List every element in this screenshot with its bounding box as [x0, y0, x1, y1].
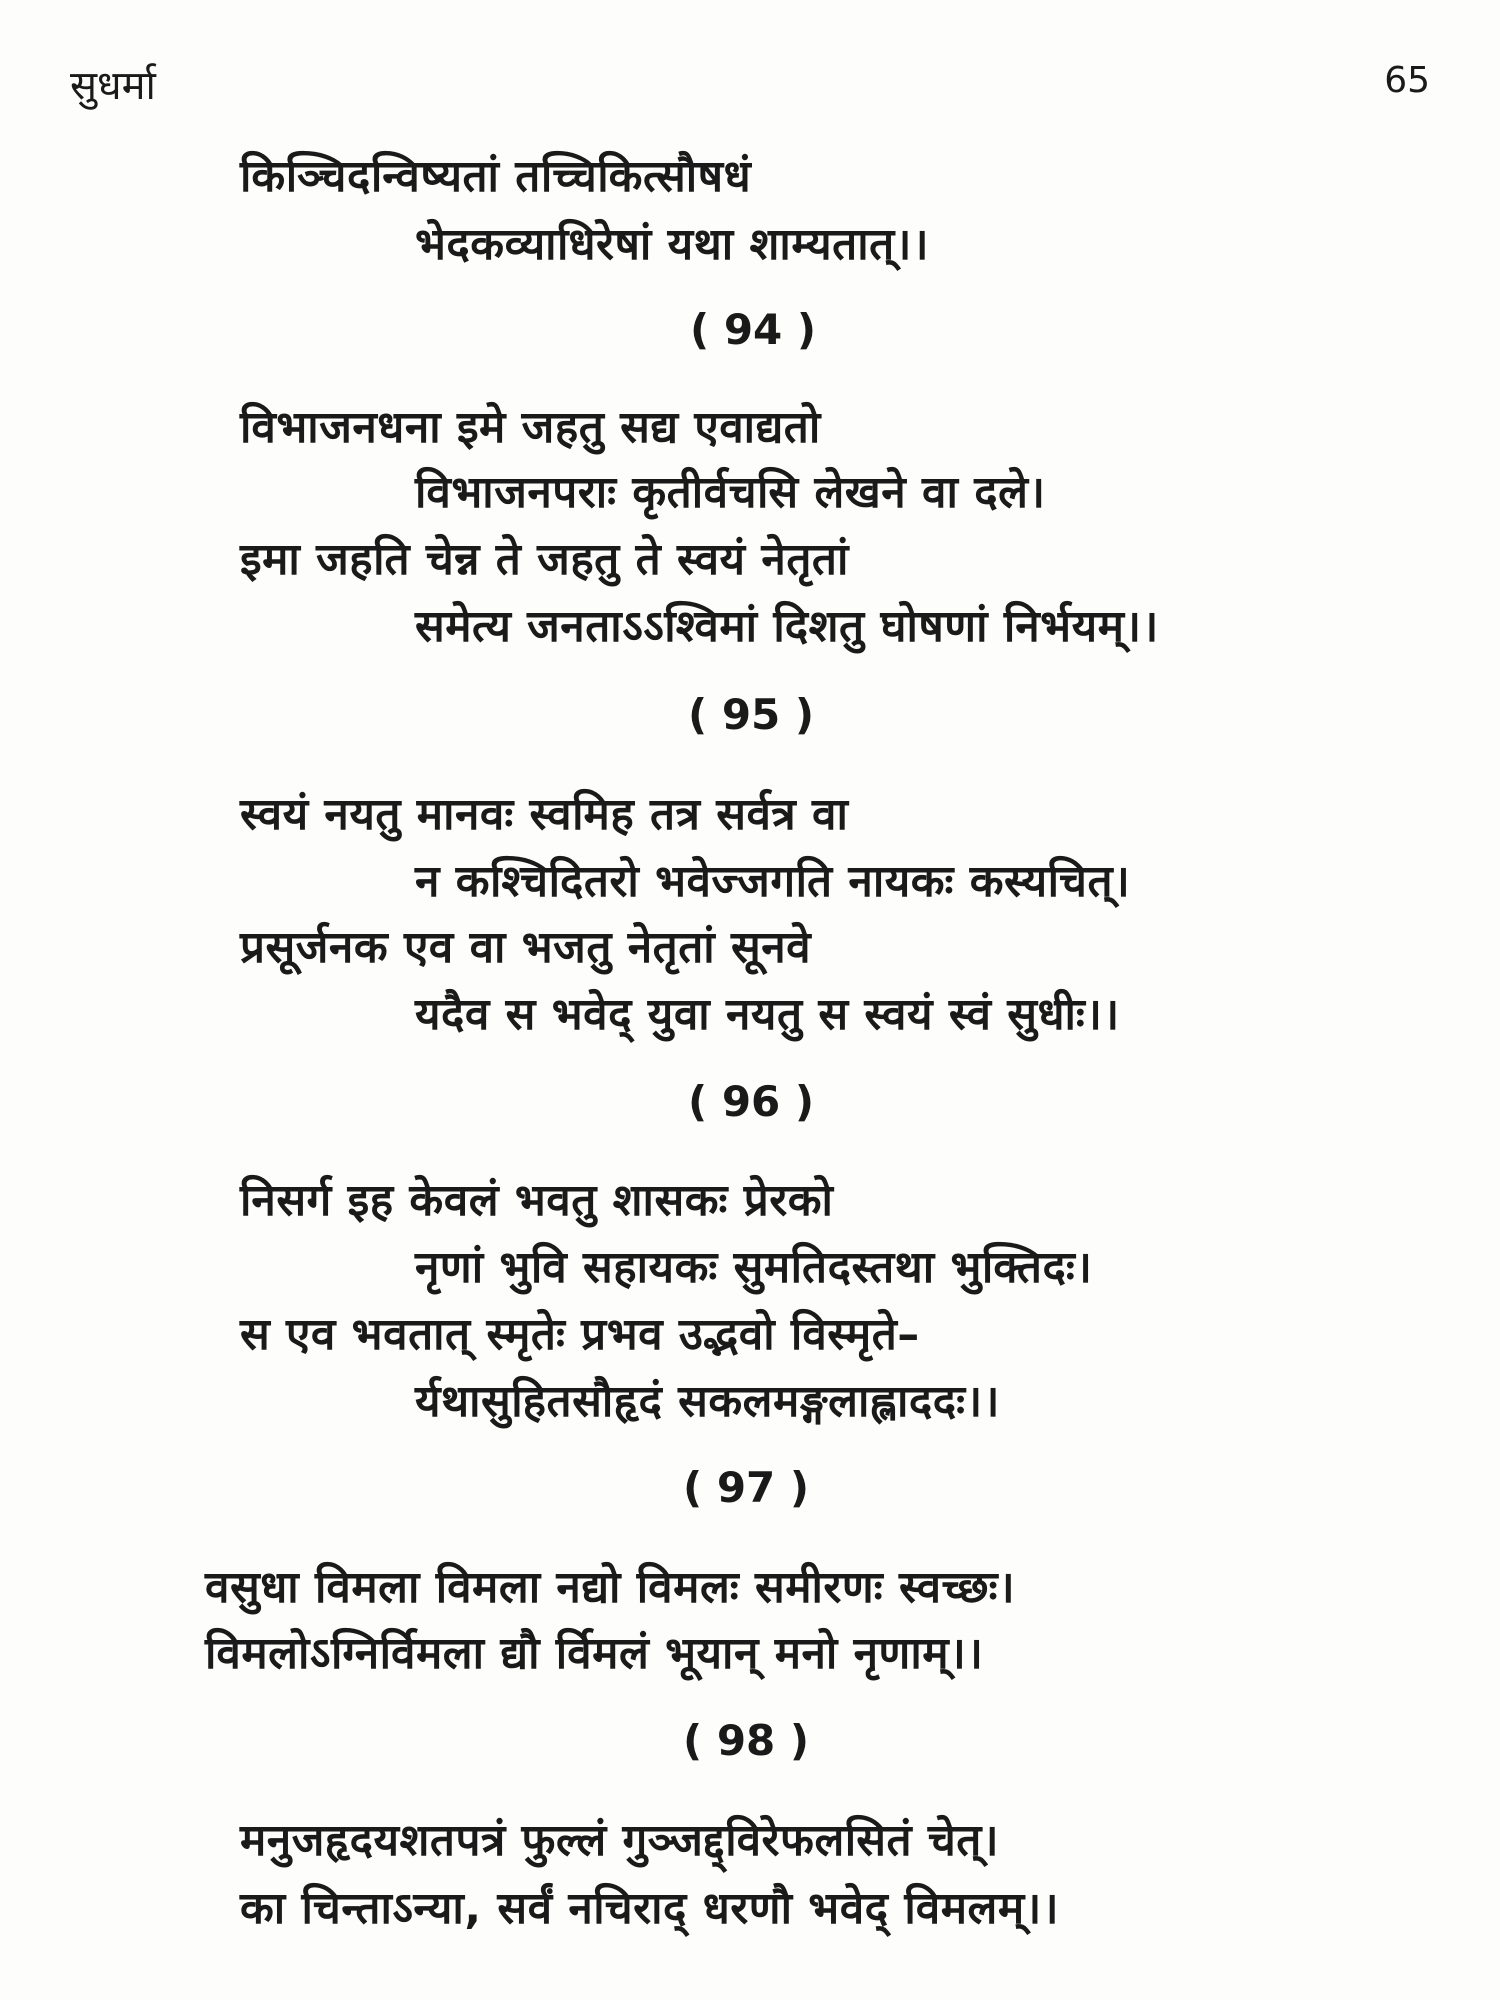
running-title: सुधर्मा	[70, 63, 156, 109]
verse-line: स एव भवतात् स्मृतेः प्रभव उद्भवो विस्मृते–	[240, 1309, 920, 1360]
verse-line: नृणां भुवि सहायकः सुमतिदस्तथा भुक्तिदः।	[415, 1242, 1093, 1293]
verse-number: ( 98 )	[683, 1716, 810, 1765]
verse-line: विभाजनपराः कृतीर्वचसि लेखने वा दले।	[415, 467, 1046, 518]
verse-line: किञ्चिदन्विष्यतां तच्चिकित्सौषधं	[240, 151, 752, 202]
verse-line: न कश्चिदितरो भवेज्जगति नायकः कस्यचित्।	[415, 856, 1131, 907]
verse-line: निसर्ग इह केवलं भवतु शासकः प्रेरको	[240, 1175, 834, 1226]
verse-line: यदैव स भवेद् युवा नयतु स स्वयं स्वं सुधीः।।	[415, 989, 1120, 1040]
verse-line: र्यथासुहितसौहृदं सकलमङ्गलाह्लाददः।।	[415, 1376, 1000, 1427]
verse-number: ( 95 )	[688, 690, 815, 739]
verse-line: मनुजहृदयशतपत्रं फुल्लं गुञ्जद्द्विरेफलसितं चेत्।	[240, 1815, 1000, 1866]
verse-line: समेत्य जनताऽऽश्विमां दिशतु घोषणां निर्भयम्।।	[415, 601, 1159, 652]
verse-line: वसुधा विमला विमला नद्यो विमलः समीरणः स्वच्छः।	[205, 1562, 1016, 1613]
verse-line: का चिन्ताऽन्या, सर्वं नचिराद् धरणौ भवेद् विमलम्।।	[240, 1883, 1060, 1934]
page-number: 65	[1384, 60, 1430, 101]
verse-line: स्वयं नयतु मानवः स्वमिह तत्र सर्वत्र वा	[240, 789, 849, 840]
verse-line: विमलोऽग्निर्विमला द्यौ र्विमलं भूयान् मनो नृणाम्।।	[205, 1628, 984, 1679]
verse-number: ( 96 )	[688, 1077, 815, 1126]
verse-line: प्रसूर्जनक एव वा भजतु नेतृतां सूनवे	[240, 922, 812, 973]
verse-line: इमा जहति चेन्न ते जहतु ते स्वयं नेतृतां	[240, 534, 849, 585]
verse-number: ( 97 )	[683, 1463, 810, 1512]
verse-number: ( 94 )	[690, 305, 817, 354]
verse-line: विभाजनधना इमे जहतु सद्य एवाद्यतो	[240, 402, 821, 453]
verse-line: भेदकव्याधिरेषां यथा शाम्यतात्।।	[415, 219, 930, 270]
